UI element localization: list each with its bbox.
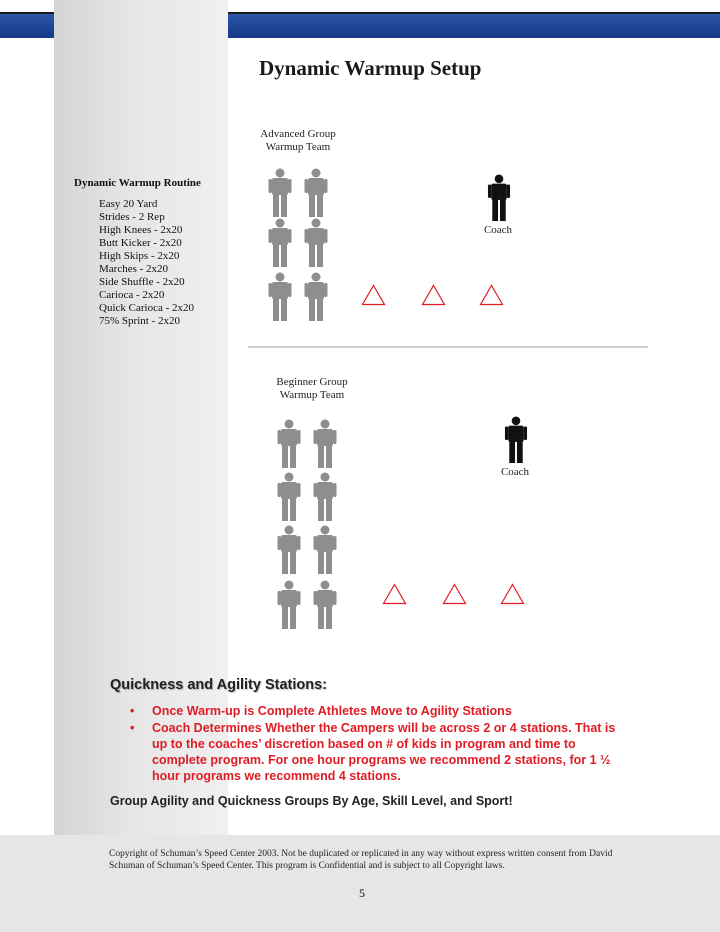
copyright-notice: Copyright of Schuman’s Speed Center 2003. Not be duplicated or replicated in any way without express written consent from David Schuman of Schuman’s Speed Center. This program is Confidential and is subject to all Copyright laws. xyxy=(109,849,613,871)
advanced-group-label-line1: Advanced Group xyxy=(260,128,336,140)
routine-list xyxy=(99,198,194,328)
athlete-icon xyxy=(268,218,292,268)
bullet-dot-icon: • xyxy=(130,721,135,735)
athlete-icon xyxy=(313,472,337,522)
cone-icon xyxy=(382,583,407,605)
beginner-group-label xyxy=(252,376,372,402)
athlete-icon xyxy=(277,472,301,522)
athlete-icon xyxy=(304,272,328,322)
agility-section-title: Quickness and Agility Stations: xyxy=(110,677,328,693)
athlete-icon xyxy=(268,168,292,218)
section-divider xyxy=(248,346,648,348)
athlete-icon xyxy=(277,580,301,630)
athlete-icon xyxy=(313,419,337,469)
agility-bullet-text: Coach Determines Whether the Campers will be across 2 or 4 stations. That is up to the coaches’ discretion based on # of kids in program and time to complete program. For one hour programs we recommend 2 stations, for 1 ½ hour programs we recommend 4 stations. xyxy=(152,721,616,783)
cone-icon xyxy=(361,284,386,306)
agility-bullet xyxy=(130,720,630,784)
routine-item: Butt Kicker - 2x20 xyxy=(99,237,182,249)
cone-icon xyxy=(421,284,446,306)
athlete-icon xyxy=(277,525,301,575)
athlete-icon xyxy=(268,272,292,322)
athlete-icon xyxy=(304,168,328,218)
coach-icon xyxy=(504,416,528,464)
agility-closing-line: Group Agility and Quickness Groups By Age, Skill Level, and Sport! xyxy=(110,794,513,808)
agility-bullet-list xyxy=(130,703,630,785)
routine-title: Dynamic Warmup Routine xyxy=(74,177,201,189)
advanced-coach-label: Coach xyxy=(483,224,513,236)
advanced-group-label xyxy=(238,128,358,154)
coach-icon xyxy=(487,174,511,222)
athlete-icon xyxy=(277,419,301,469)
routine-item: High Knees - 2x20 xyxy=(99,224,183,236)
routine-item: 75% Sprint - 2x20 xyxy=(99,315,180,327)
bullet-dot-icon: • xyxy=(130,704,135,718)
cone-icon xyxy=(500,583,525,605)
routine-item: Marches - 2x20 xyxy=(99,263,169,275)
cone-icon xyxy=(442,583,467,605)
beginner-group-label-line1: Beginner Group xyxy=(276,376,348,388)
routine-item: Side Shuffle - 2x20 xyxy=(99,276,185,288)
routine-item: Carioca - 2x20 xyxy=(99,289,165,301)
athlete-icon xyxy=(313,525,337,575)
page-number: 5 xyxy=(359,886,365,900)
routine-item: Strides - 2 Rep xyxy=(99,211,165,223)
agility-bullet xyxy=(130,703,630,719)
routine-item: High Skips - 2x20 xyxy=(99,250,180,262)
routine-item: Easy 20 Yard xyxy=(99,198,158,210)
routine-item: Quick Carioca - 2x20 xyxy=(99,302,194,314)
cone-icon xyxy=(479,284,504,306)
beginner-group-label-line2: Warmup Team xyxy=(279,389,345,401)
athlete-icon xyxy=(313,580,337,630)
advanced-group-label-line2: Warmup Team xyxy=(265,141,331,153)
beginner-coach-label: Coach xyxy=(500,466,530,478)
page-title: Dynamic Warmup Setup xyxy=(259,56,482,80)
athlete-icon xyxy=(304,218,328,268)
agility-bullet-text: Once Warm-up is Complete Athletes Move to Agility Stations xyxy=(152,704,512,718)
